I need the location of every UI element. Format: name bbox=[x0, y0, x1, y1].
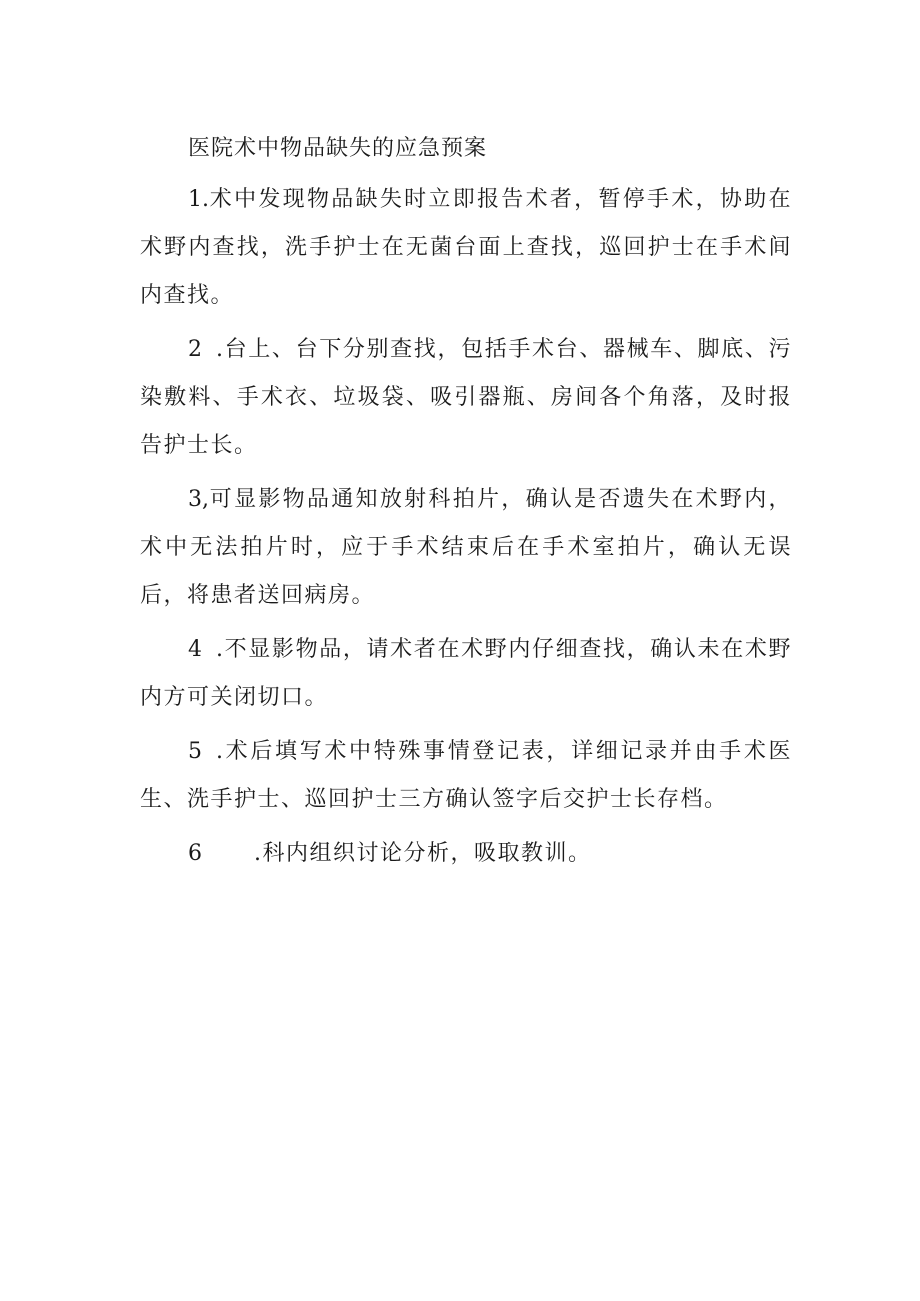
document-body bbox=[140, 128, 792, 878]
list-item bbox=[140, 728, 792, 824]
document-title: 医院术中物品缺失的应急预案 bbox=[188, 136, 488, 161]
item-text: .术后填写术中特殊事情登记表，详细记录并由手术医生、洗手护士、巡回护士三方确认签字后交护士长存档。 bbox=[140, 739, 792, 812]
item-text: 术中发现物品缺失时立即报告术者，暂停手术，协助在术野内查找，洗手护士在无菌台面上查找，巡回护士在手术间内查找。 bbox=[140, 187, 792, 308]
list-item bbox=[140, 476, 792, 620]
item-number: 1. bbox=[188, 187, 209, 212]
item-number: 2 bbox=[188, 337, 202, 362]
list-item bbox=[140, 830, 792, 878]
item-text: .台上、台下分别查找，包括手术台、器械车、脚底、污染敷料、手术衣、垃圾袋、吸引器瓶、房间各个角落，及时报告护士长。 bbox=[140, 337, 792, 458]
item-text: 可显影物品通知放射科拍片，确认是否遗失在术野内，术中无法拍片时，应于手术结束后在手术室拍片，确认无误后，将患者送回病房。 bbox=[140, 487, 792, 608]
item-number: 6 bbox=[188, 841, 202, 866]
list-item bbox=[140, 626, 792, 722]
item-number: 4 bbox=[188, 637, 202, 662]
item-number: 5 bbox=[188, 739, 202, 764]
item-text: .不显影物品，请术者在术野内仔细查找，确认未在术野内方可关闭切口。 bbox=[140, 637, 792, 710]
list-item bbox=[140, 176, 792, 320]
item-text: .科内组织讨论分析，吸取教训。 bbox=[254, 841, 592, 866]
item-number: 3, bbox=[188, 487, 209, 512]
list-item bbox=[140, 326, 792, 470]
